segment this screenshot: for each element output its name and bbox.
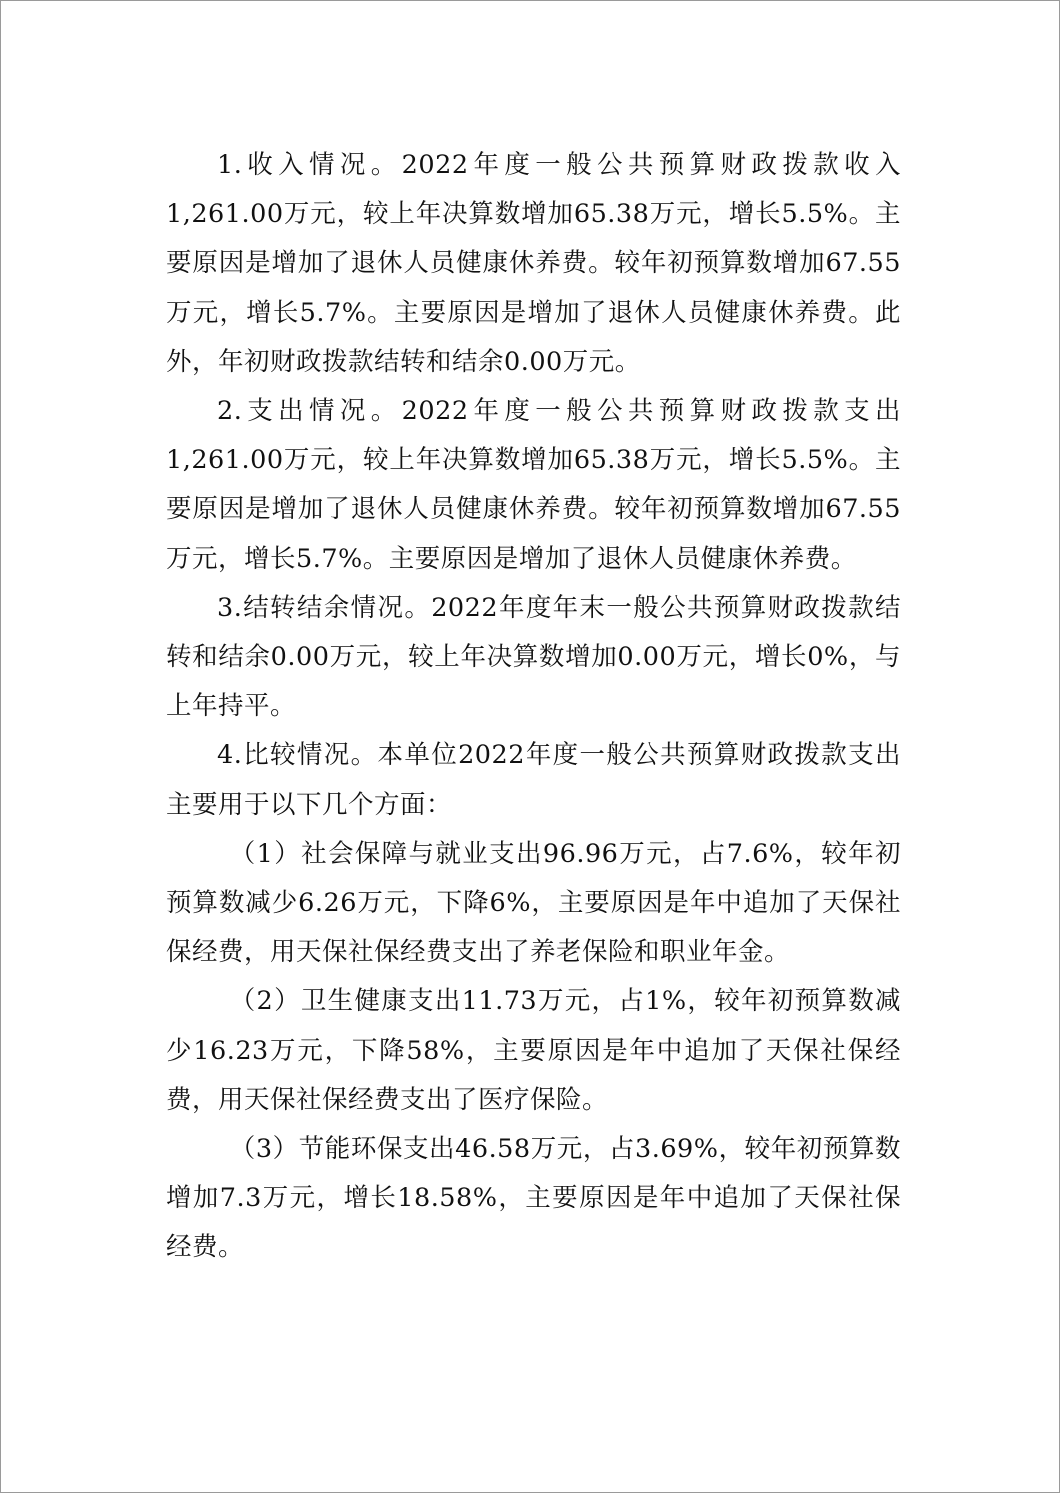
paragraph-income: 1.收入情况。2022年度一般公共预算财政拨款收入1,261.00万元，较上年决算数增加65.38万元，增长5.5%。主要原因是增加了退休人员健康休养费。较年初预算数增加67.55万元，增长5.7%。主要原因是增加了退休人员健康休养费。此外，年初财政拨款结转和结余0.00万元。 [166,150,901,377]
paragraph-health: （2）卫生健康支出11.73万元，占1%，较年初预算数减少16.23万元，下降58%，主要原因是年中追加了天保社保经费，用天保社保经费支出了医疗保险。 [166,986,901,1115]
paragraph-expenditure: 2.支出情况。2022年度一般公共预算财政拨款支出1,261.00万元，较上年决算数增加65.38万元，增长5.5%。主要原因是增加了退休人员健康休养费。较年初预算数增加67.55万元，增长5.7%。主要原因是增加了退休人员健康休养费。 [166,396,901,574]
document-body [166,141,901,1273]
paragraph-carryover: 3.结转结余情况。2022年度年末一般公共预算财政拨款结转和结余0.00万元，较上年决算数增加0.00万元，增长0%，与上年持平。 [166,592,901,722]
paragraph-social-security: （1）社会保障与就业支出96.96万元，占7.6%，较年初预算数减少6.26万元，下降6%，主要原因是年中追加了天保社保经费，用天保社保经费支出了养老保险和职业年金。 [166,838,901,968]
paragraph-energy-environment: （3）节能环保支出46.58万元，占3.69%，较年初预算数增加7.3万元，增长18.58%，主要原因是年中追加了天保社保经费。 [166,1134,901,1263]
paragraph-comparison: 4.比较情况。本单位2022年度一般公共预算财政拨款支出主要用于以下几个方面： [166,740,901,820]
